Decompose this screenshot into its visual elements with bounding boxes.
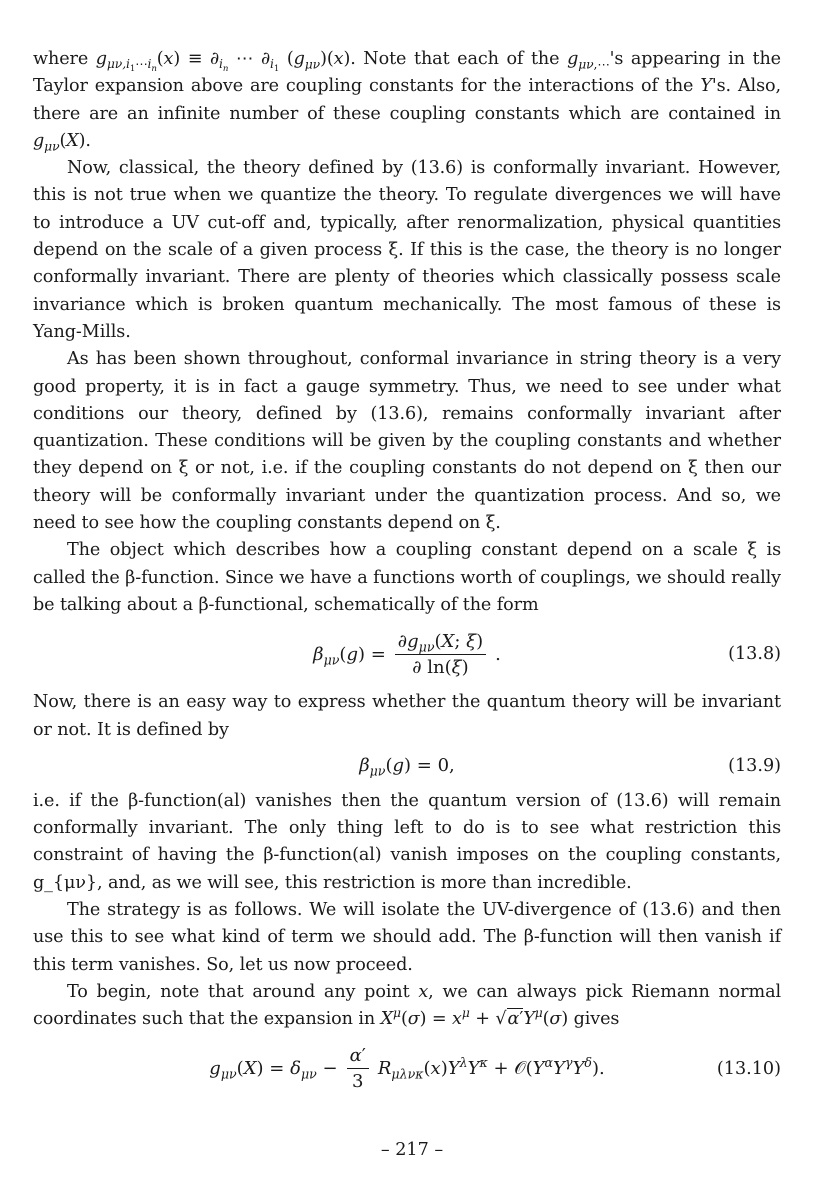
paragraph-beta-vanishes: i.e. if the β-function(al) vanishes then the quantum version of (13.6) will remain conformally invariant. The only thing left to do is to see what restriction this constraint of having the β-function(al) vanish imposes on the coupling constants, g_{μν}, and, as we will see, this restriction is more than incredible. (33, 790, 781, 893)
equation-13-9-body: $\beta_{\mu\nu}(g) = 0$, (359, 755, 455, 779)
paragraph-conformal-quantization: Now, classical, the theory defined by (13.6) is conformally invariant. However, this is not true when we quantize the theory. To regulate divergences we will have to introduce a UV cut-off and, typically, after renormalization, physical quantities depend on the scale of a given process ξ. If this is the case, the theory is no longer conformally invariant. There are plenty of theories which classically possess scale invariance which is broken quantum mechanically. The most famous of these is Yang-Mills. (33, 158, 781, 342)
equation-13-10-body: $g_{\mu\nu}(X) = \delta_{\mu\nu}$ − $\frac{\alpha'}{3}$ $R_{\mu\lambda\nu\kappa}(x)Y^\lambda Y^\kappa$ + $𝒪(Y^\alpha Y^\gamma Y^\delta)$. (209, 1045, 605, 1092)
paragraph-invariance-condition: Now, there is an easy way to express whether the quantum theory will be invariant or not. It is defined by (33, 692, 781, 740)
paragraph-taylor-couplings: where $g_{\mu\nu,i_1\cdots i_n}(x) \equiv \partial_{i_n}$ ⋯ $\partial_{i_1}$ $(g_{\mu\nu})(x)$. Note that each of the $g_{\mu\nu,\cdots}'s$ appearing in the Taylor expansion above are coupling constants for the interactions of the Y's. Also, there are an infinite number of these coupling constants which are contained in $g_{\mu\nu}(X)$. (33, 49, 781, 154)
paragraph-gauge-symmetry: As has been shown throughout, conformal invariance in string theory is a very good property, it is in fact a gauge symmetry. Thus, we need to see under what conditions our theory, defined by (13.6), remains conformally invariant after quantization. These conditions will be given by the coupling constants and whether they depend on ξ or not, i.e. if the coupling constants do not depend on ξ then our theory will be conformally invariant under the quantization process. And so, we need to see how the coupling constants depend on ξ. (33, 349, 781, 534)
equation-13-10 (33, 1034, 781, 1104)
equation-13-10-label: (13.10) (716, 1058, 781, 1079)
page-body (33, 46, 781, 1104)
equation-13-8-body: $\beta_{\mu\nu}(g)$ = $\frac{\partial g_{\mu\nu}(X; \xi)}{\partial \ln(\xi)}$ . (313, 630, 501, 678)
paragraph-riemann-normal: To begin, note that around any point x, we can always pick Riemann normal coordinates such that the expansion in $X^\mu(\sigma) = x^\mu + √\alpha'Y^\mu(\sigma)$ gives (33, 981, 781, 1030)
equation-13-9 (33, 744, 781, 788)
equation-13-9-label: (13.9) (728, 755, 781, 776)
page-number: – 217 – (380, 1140, 444, 1160)
paragraph-strategy: The strategy is as follows. We will isolate the UV-divergence of (13.6) and then use this to see what kind of term we should add. The β-function will then vanish if this term vanishes. So, let us now proceed. (33, 900, 781, 975)
equation-13-8-label: (13.8) (728, 644, 781, 665)
equation-13-8 (33, 619, 781, 689)
paragraph-beta-functional: The object which describes how a coupling constant depend on a scale ξ is called the β-function. Since we have a functions worth of couplings, we should really be talking about a β-functional, schematically of the form (33, 540, 781, 615)
